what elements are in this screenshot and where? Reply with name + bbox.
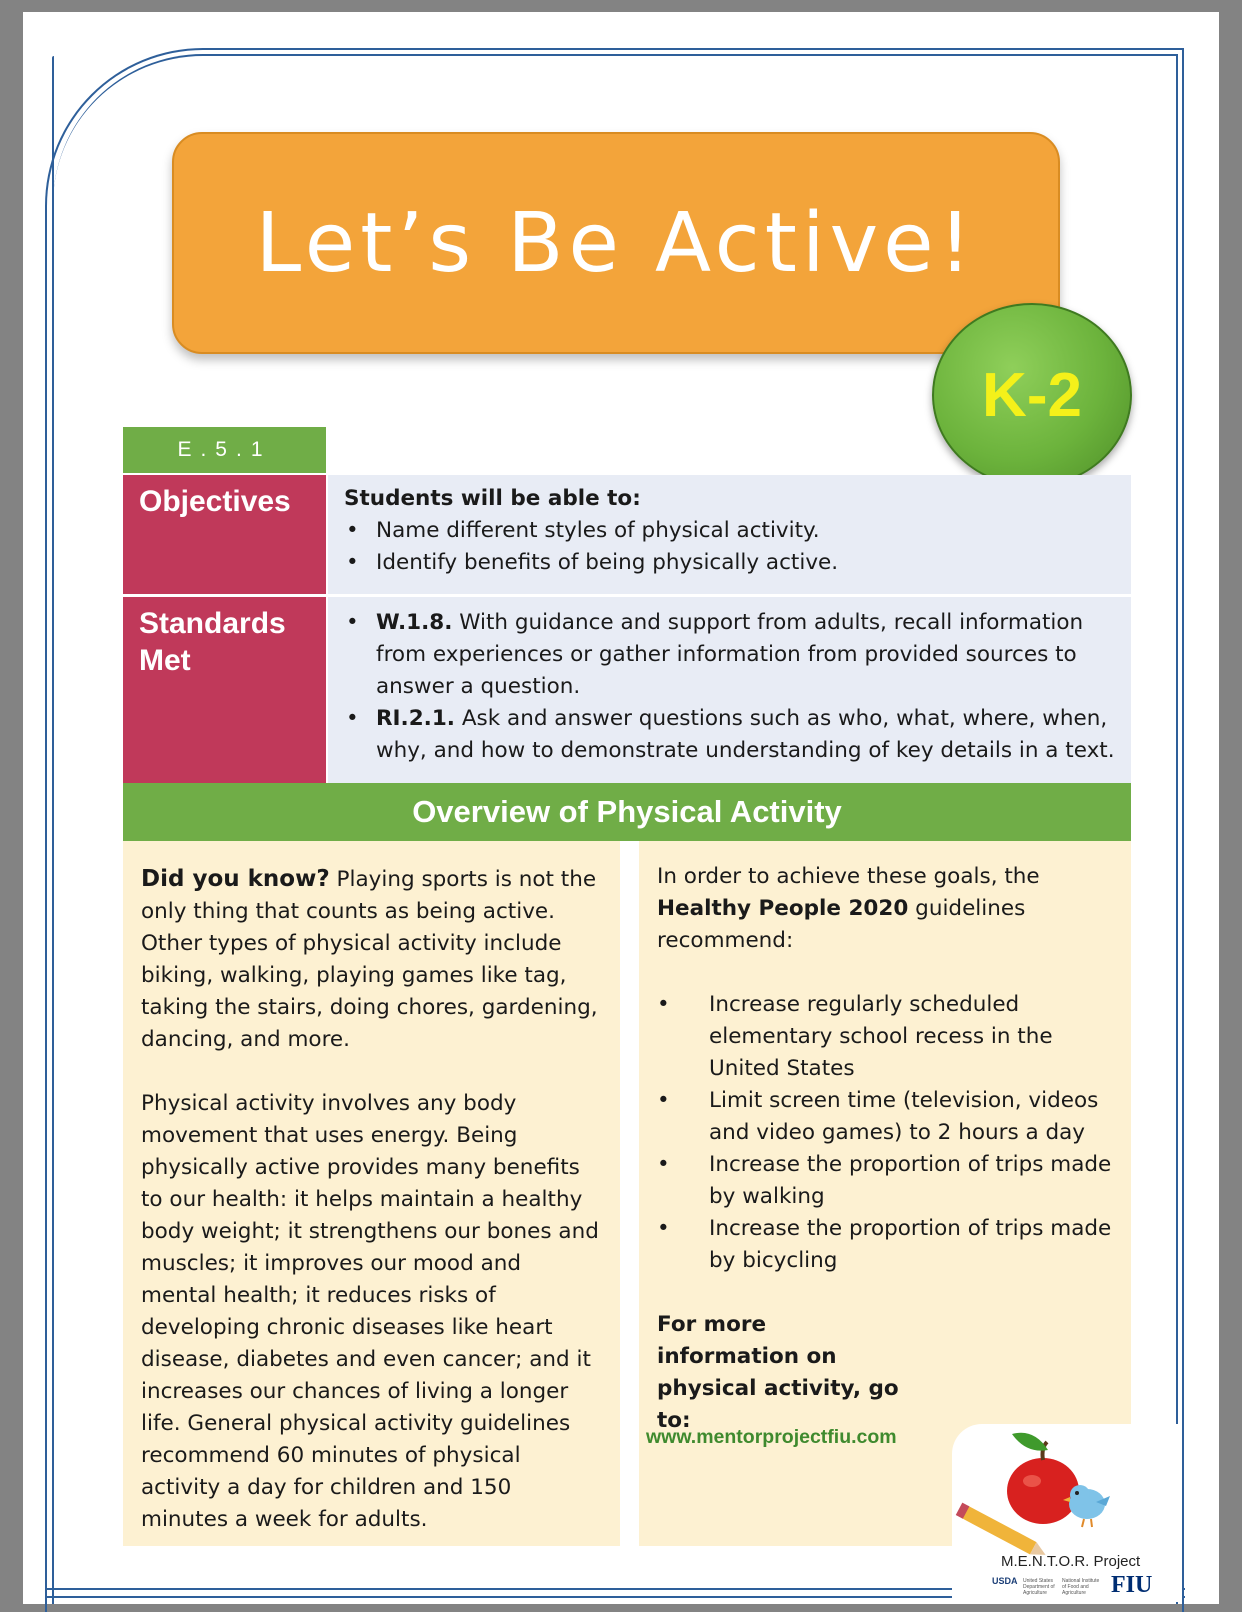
more-info-text: For more information on physical activity, go to: xyxy=(657,1312,899,1433)
overview-right-column: In order to achieve these goals, the Healthy People 2020 guidelines recommend: • Increase regularly scheduled elementary school recess in the United States • Limit screen time (television, videos and video games) to 2 hours a day • Increase the proportion of trips made by walking • Increase the proportion of trips made by bicycling For more information on physical activity, go to: xyxy=(639,841,1131,1546)
title-banner xyxy=(172,132,1060,354)
guideline-item: • Increase regularly scheduled elementary school recess in the United States xyxy=(657,992,1053,1081)
overview-paragraph: Playing sports is not the only thing that counts as being active. Other types of physical activity include biking, walking, playing games like tag, taking the stairs, doing chores, gardening, dancing, and more. xyxy=(141,867,598,1052)
objectives-intro: Students will be able to: xyxy=(344,486,641,511)
website-link[interactable]: www.mentorprojectfiu.com xyxy=(646,1426,897,1448)
guideline-item: • Increase the proportion of trips made by bicycling xyxy=(657,1216,1112,1273)
standards-content xyxy=(328,597,1131,783)
lesson-code: E.5.1 xyxy=(123,427,326,473)
guideline-item: • Limit screen time (television, videos and video games) to 2 hours a day xyxy=(657,1088,1099,1145)
healthy-people-2020: Healthy People 2020 xyxy=(657,896,909,921)
logo-caption: M.E.N.T.O.R. Project xyxy=(1001,1553,1141,1570)
guideline-item: • Increase the proportion of trips made by walking xyxy=(657,1152,1112,1209)
standard-item: • RI.2.1. Ask and answer questions such as who, what, where, when, why, and how to demonstrate understanding of key details in a text. xyxy=(346,706,1115,763)
overview-left-column xyxy=(123,841,620,1546)
grade-label: K-2 xyxy=(982,360,1082,430)
objectives-label: Objectives xyxy=(123,475,326,594)
objectives-content xyxy=(328,475,1131,594)
nifa-small-text: National Institute of Food and Agriculture xyxy=(1062,1578,1100,1596)
page-title: Let’s Be Active! xyxy=(255,195,977,291)
fiu-logo: FIU xyxy=(1111,1572,1153,1598)
usda-small-text: United States Department of Agriculture xyxy=(1023,1578,1055,1596)
did-you-know: Did you know? xyxy=(141,866,330,892)
usda-logo: USDA xyxy=(992,1576,1018,1586)
standards-label: Standards Met xyxy=(123,597,326,783)
standard-item: • W.1.8. With guidance and support from adults, recall information from experiences or gather information from provided sources to answer a question. xyxy=(346,610,1084,699)
grade-badge xyxy=(932,303,1132,487)
objective-item: • Identify benefits of being physically active. xyxy=(346,550,839,575)
objective-item: • Name different styles of physical activity. xyxy=(346,518,820,543)
overview-heading: Overview of Physical Activity xyxy=(123,783,1131,841)
overview-paragraph: Physical activity involves any body movement that uses energy. Being physically active provides many benefits to our health: it helps maintain a healthy body weight; it strengthens our bones and muscles; it improves our mood and mental health; it reduces risks of developing chronic diseases like heart disease, diabetes and even cancer; and it increases our chances of living a longer life. General physical activity guidelines recommend 60 minutes of physical activity a day for children and 150 minutes a week for adults. xyxy=(141,1091,599,1532)
